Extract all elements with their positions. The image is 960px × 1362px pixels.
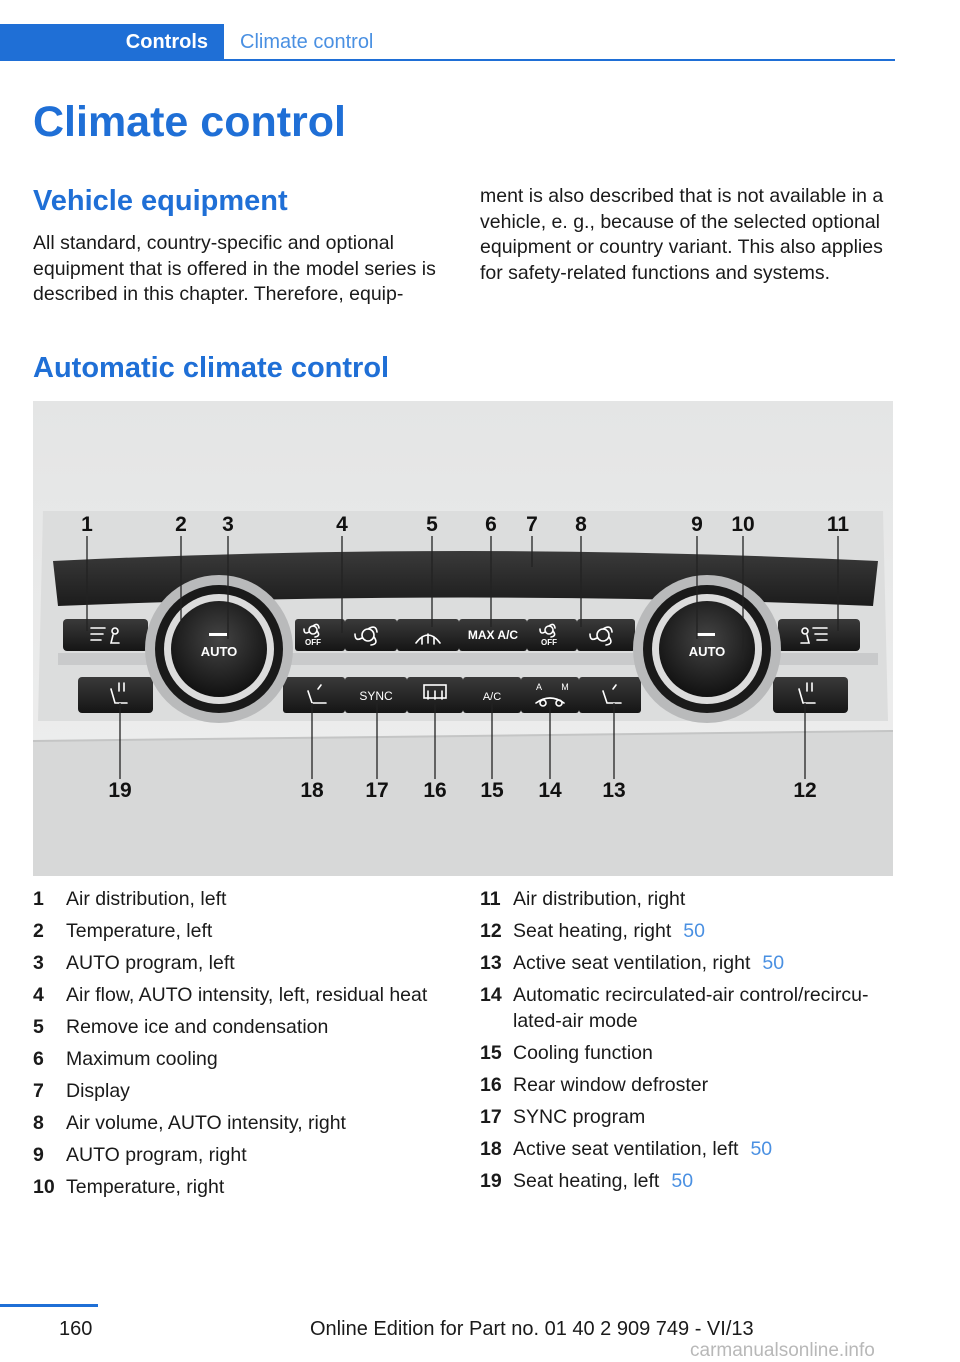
page-title: Climate control <box>33 98 346 146</box>
footer-divider <box>0 1304 98 1307</box>
vehicle-equipment-text-left: All standard, country-specific and optional equipment that is offered in the model series is described in this chapter. Therefore, equip- <box>33 232 436 305</box>
legend-text <box>66 951 235 977</box>
legend-item <box>480 951 900 977</box>
callout-12: 12 <box>793 779 817 802</box>
legend-number: 6 <box>33 1048 44 1070</box>
page-number: 160 <box>59 1318 93 1340</box>
seat-ventilation-right-button[interactable] <box>579 677 641 713</box>
legend-label: AUTO program, right <box>66 1144 247 1166</box>
callout-14: 14 <box>538 779 562 802</box>
legend-text <box>66 1111 346 1137</box>
tab-climate-control[interactable]: Climate control <box>240 31 374 53</box>
legend-right <box>480 887 900 1201</box>
ac-label: A/C <box>482 691 502 703</box>
legend-item <box>480 887 900 913</box>
legend-item <box>480 919 900 945</box>
callout-8: 8 <box>575 513 587 536</box>
legend-text <box>66 1175 224 1201</box>
legend-item <box>480 983 900 1034</box>
page-reference-link[interactable]: 50 <box>762 952 785 974</box>
callout-6: 6 <box>485 513 497 536</box>
recirc-m-label: M <box>561 682 569 692</box>
legend-text <box>66 1079 130 1105</box>
legend-label: Seat heating, left <box>513 1169 660 1192</box>
legend-number: 9 <box>33 1144 44 1166</box>
legend-label: Active seat ventilation, right <box>513 952 751 974</box>
callout-9: 9 <box>691 513 703 536</box>
legend-number: 8 <box>33 1112 44 1134</box>
legend-text <box>513 919 705 945</box>
legend-label: Rear window defroster <box>513 1073 709 1096</box>
legend-number: 4 <box>33 984 44 1006</box>
fan-left-button[interactable] <box>345 619 397 651</box>
legend-label: Air flow, AUTO intensity, left, residual heat <box>66 984 428 1006</box>
air-distribution-right-button[interactable] <box>778 619 860 651</box>
legend-text <box>513 1105 645 1131</box>
legend-item <box>480 1137 900 1163</box>
climate-panel-illustration <box>33 401 893 876</box>
legend-text <box>513 951 784 977</box>
legend-number: 1 <box>33 888 44 910</box>
legend-number: 15 <box>480 1041 502 1064</box>
legend-text <box>513 1169 693 1195</box>
callout-13: 13 <box>602 779 626 802</box>
legend-number: 12 <box>480 920 502 942</box>
seat-ventilation-left-button[interactable] <box>283 677 345 713</box>
legend-label: Air volume, AUTO intensity, right <box>66 1112 346 1134</box>
callout-5: 5 <box>426 513 438 536</box>
legend-number: 7 <box>33 1080 44 1102</box>
callout-1: 1 <box>81 513 93 536</box>
legend-text <box>66 1047 218 1073</box>
legend-left <box>33 887 453 1207</box>
vehicle-equipment-text-right: ment is also described that is not available in a vehicle, e. g., because of the selected optional equipment or country variant. This also applies for safety-related functions and systems. <box>480 185 884 284</box>
legend-text <box>66 983 427 1009</box>
legend-text <box>66 1015 328 1041</box>
legend-number: 5 <box>33 1016 44 1038</box>
legend-label: Air distribution, right <box>513 888 686 910</box>
page-reference-link[interactable]: 50 <box>750 1137 773 1160</box>
legend-label: SYNC program <box>513 1105 646 1128</box>
max-ac-label: MAX A/C <box>467 628 519 642</box>
legend-text <box>66 887 226 913</box>
callout-7: 7 <box>526 513 538 536</box>
legend-number: 19 <box>480 1169 502 1192</box>
off-left-label: OFF <box>305 638 321 647</box>
legend-item <box>480 1169 900 1195</box>
callout-2: 2 <box>175 513 187 536</box>
legend-number: 18 <box>480 1137 502 1160</box>
callout-17: 17 <box>365 779 389 802</box>
legend-label: AUTO program, left <box>66 952 235 974</box>
legend-item <box>33 983 453 1009</box>
legend-number: 17 <box>480 1105 502 1128</box>
heading-automatic-climate-control: Automatic climate control <box>33 352 390 384</box>
legend-text <box>66 1143 247 1169</box>
edition-text: Online Edition for Part no. 01 40 2 909 749 - VI/13 <box>310 1318 754 1340</box>
callout-10: 10 <box>731 513 755 536</box>
legend-label: Automatic recirculated-air control/recircu-lated-air mode <box>513 984 869 1032</box>
climate-control-panel-figure <box>33 401 893 876</box>
legend-item <box>33 1047 453 1073</box>
legend-item <box>480 1073 900 1099</box>
legend-item <box>33 951 453 977</box>
auto-right-label: AUTO <box>688 644 726 659</box>
tab-controls[interactable]: Controls <box>0 24 224 61</box>
legend-label: Cooling function <box>513 1041 653 1064</box>
legend-text <box>513 887 685 913</box>
sync-label: SYNC <box>359 689 393 703</box>
legend-number: 11 <box>480 888 501 910</box>
seat-heating-left-button[interactable] <box>78 677 153 713</box>
legend-item <box>33 1175 453 1201</box>
legend-number: 3 <box>33 952 44 974</box>
heading-vehicle-equipment: Vehicle equipment <box>33 185 288 217</box>
legend-label: Air distribution, left <box>66 888 227 910</box>
callout-4: 4 <box>336 513 348 536</box>
header <box>0 24 895 62</box>
legend-text <box>513 1041 653 1067</box>
legend-item <box>33 1079 453 1105</box>
callout-16: 16 <box>423 779 447 802</box>
callout-3: 3 <box>222 513 234 536</box>
page-reference-link[interactable]: 50 <box>683 920 705 942</box>
legend-number: 2 <box>33 920 44 942</box>
legend-item <box>33 1015 453 1041</box>
legend-number: 14 <box>480 984 502 1006</box>
legend-text <box>513 1073 708 1099</box>
off-right-label: OFF <box>541 638 557 647</box>
legend-label: Active seat ventilation, left <box>513 1137 739 1160</box>
legend-item <box>480 1105 900 1131</box>
legend-label: Seat heating, right <box>513 920 672 942</box>
legend-text <box>513 1137 772 1163</box>
legend-item <box>33 1111 453 1137</box>
page-reference-link[interactable]: 50 <box>671 1169 694 1192</box>
legend-item <box>33 887 453 913</box>
callout-15: 15 <box>480 779 504 802</box>
recirc-a-label: A <box>535 682 543 692</box>
legend-label: Display <box>66 1080 130 1102</box>
watermark: carmanualsonline.info <box>690 1340 875 1361</box>
legend-item <box>480 1041 900 1067</box>
legend-label: Remove ice and condensation <box>66 1016 329 1038</box>
fan-right-button[interactable] <box>577 619 635 651</box>
legend-label: Maximum cooling <box>66 1048 218 1070</box>
legend-number: 13 <box>480 952 502 974</box>
air-distribution-left-button[interactable] <box>63 619 148 651</box>
legend-number: 10 <box>33 1176 55 1198</box>
legend-text <box>66 919 212 945</box>
legend-number: 16 <box>480 1073 502 1096</box>
legend-label: Temperature, left <box>66 920 213 942</box>
callout-18: 18 <box>300 779 324 802</box>
legend-text <box>513 983 900 1034</box>
legend-item <box>33 919 453 945</box>
legend-label: Temperature, right <box>66 1176 225 1198</box>
header-divider <box>0 59 895 61</box>
auto-left-label: AUTO <box>200 644 238 659</box>
seat-heating-right-button[interactable] <box>773 677 848 713</box>
callout-19: 19 <box>108 779 132 802</box>
callout-11: 11 <box>826 513 850 536</box>
legend-item <box>33 1143 453 1169</box>
